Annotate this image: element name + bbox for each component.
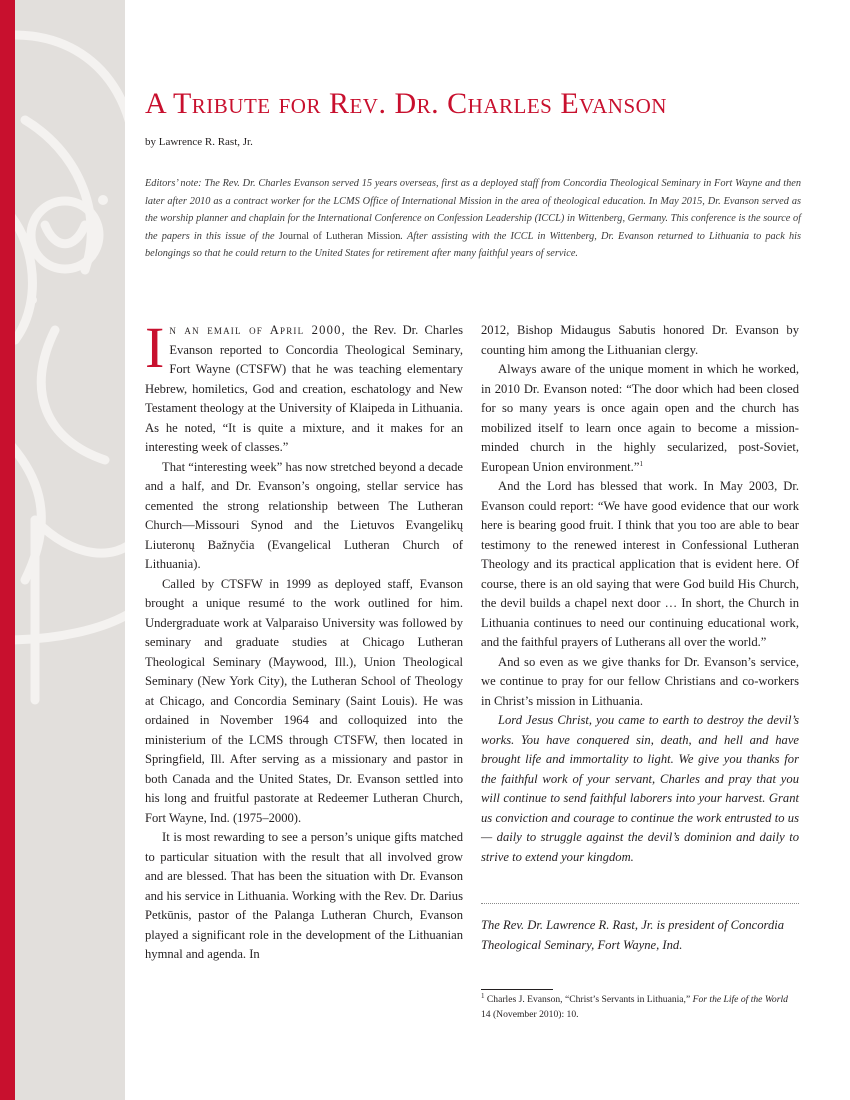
section-divider bbox=[481, 903, 799, 904]
paragraph-5: Always aware of the unique moment in which he worked, in 2010 Dr. Evanson noted: “The door which had been closed for so many years is once again open and the church has mobilized itself to learn once again to become a mission-minded church in the highly secularized, post-Soviet, European Union environment.”$^1$ bbox=[481, 362, 799, 474]
article-title: A Tribute for Rev. Dr. Charles Evanson bbox=[145, 87, 667, 120]
paragraph-2: That “interesting week” has now stretched beyond a decade and a half, and Dr. Evanson’s ongoing, stellar service has cemented the strong relationship between The Lutheran Church—Missouri Synod and the Lietuvos Evangelikų Liuteronų Bažnyčia (Evangelical Lutheran Church of Lithuania). bbox=[145, 459, 463, 571]
editors-note: Editors’ note: The Rev. Dr. Charles Evanson served 15 years overseas, first as a deployed staff from Concordia Theological Seminary in Fort Wayne and then later after 2010 as a contract worker for the LCMS Office of International Mission in the area of theological education. In May 2015, Dr. Evanson served as the worship planner and chaplain for the International Conference on Confession Leadership (ICCL) in Wittenberg, Germany. This conference is the source of the papers in this issue of the Journal of Lutheran Mission. After assisting with the ICCL in Wittenberg, Dr. Evanson returned to Lithuania to pack his belongings so that he could return to the United States for retirement after many faithful years of service. bbox=[145, 178, 801, 260]
prayer: Lord Jesus Christ, you came to earth to destroy the devil’s works. You have conquered sin, death, and hell and have brought life and immortality to light. We give you thanks for the faithful work of your servant, Charles and pray that you will continue to send faithful laborers into your harvest. Grant us conviction and courage to continue the work entrusted to us — daily to struggle against the devil’s dominion and daily to strive to extend your kingdom. bbox=[481, 713, 799, 864]
author-bio: The Rev. Dr. Lawrence R. Rast, Jr. is president of Concordia Theological Seminary, Fort Wayne, Ind. bbox=[481, 918, 785, 952]
paragraph-7: And so even as we give thanks for Dr. Evanson’s service, we continue to pray for our fellow Christians and co-workers in Christ’s mission in Lithuania. bbox=[481, 654, 799, 708]
accent-stripe bbox=[0, 0, 15, 1100]
footnote-source: For the Life of the World bbox=[692, 994, 788, 1005]
paragraph-4: It is most rewarding to see a person’s unique gifts matched to particular situation with the result that all involved grow and are blessed. That has been the situation with Dr. Evanson and his service in Lithuania. Working with the Rev. Dr. Darius Petkūnis, pastor of the Palanga Lutheran Church, Evanson played a significant role in the development of the Lithuanian hymnal and agenda. In bbox=[145, 830, 463, 961]
paragraph-4-continued: 2012, Bishop Midaugus Sabutis honored Dr. Evanson by counting him among the Lithuanian clergy. bbox=[481, 323, 799, 357]
paragraph-1: In an email of April 2000, the Rev. Dr. Charles Evanson reported to Concordia Theological Seminary, Fort Wayne (CTSFW) that he was teaching elementary Hebrew, homiletics, God and creation, eschatology and New Testament theology at the University of Klaipeda in Lithuania. As he noted, “It is quite a mixture, and it makes for an interesting week of classes.” bbox=[145, 315, 463, 454]
article-column-left bbox=[145, 315, 463, 965]
paragraph-3: Called by CTSFW in 1999 as deployed staff, Evanson brought a unique resumé to the work outlined for him. Undergraduate work at Valparaiso University was followed by seminary and graduate studies at Chicago Lutheran Theological Seminary (Maywood, Ill.), Union Theological Seminary (New York City), the Lutheran School of Theology at Chicago, and Concordia Seminary (Saint Louis). He was ordained in November 1964 and colloquized into the ministerium of the LCMS through CTSFW, then located in Springfield, Ill. After serving as a missionary and pastor in both Canada and the United States, Dr. Evanson settled into his long and fruitful pastorate at Redeemer Lutheran Church, Fort Wayne, Ind. (1975–2000). bbox=[145, 576, 463, 825]
drop-cap: I bbox=[145, 315, 165, 380]
byline: by Lawrence R. Rast, Jr. bbox=[145, 136, 253, 148]
journal-title: Journal of Lutheran Mission bbox=[278, 230, 401, 242]
lead-in: n an email of April 2000, bbox=[169, 323, 347, 337]
article-column-right bbox=[481, 321, 799, 867]
paragraph-6: And the Lord has blessed that work. In May 2003, Dr. Evanson could report: “We have good evidence that our work here is bearing good fruit. I think that you too are able to bear testimony to the renewed interest in Confessional Lutheran Theology and its practical application that is evident here. Of course, there is an old saying that were God build His Church, the devil builds a chapel next door … In short, the Church in Lithuania continues to need our continuing educational work, and the faithful prayers of Lutherans all over the world.” bbox=[481, 479, 799, 649]
sidebar-watermark bbox=[15, 0, 125, 1100]
footnote: $^1$ Charles J. Evanson, “Christ’s Servants in Lithuania,” For the Life of the World 14 (November 2010): 10. bbox=[481, 991, 788, 1020]
footnote-ref[interactable]: 1 bbox=[639, 459, 643, 468]
footnote-divider bbox=[481, 989, 553, 990]
luther-rose-watermark-icon bbox=[15, 0, 125, 1100]
